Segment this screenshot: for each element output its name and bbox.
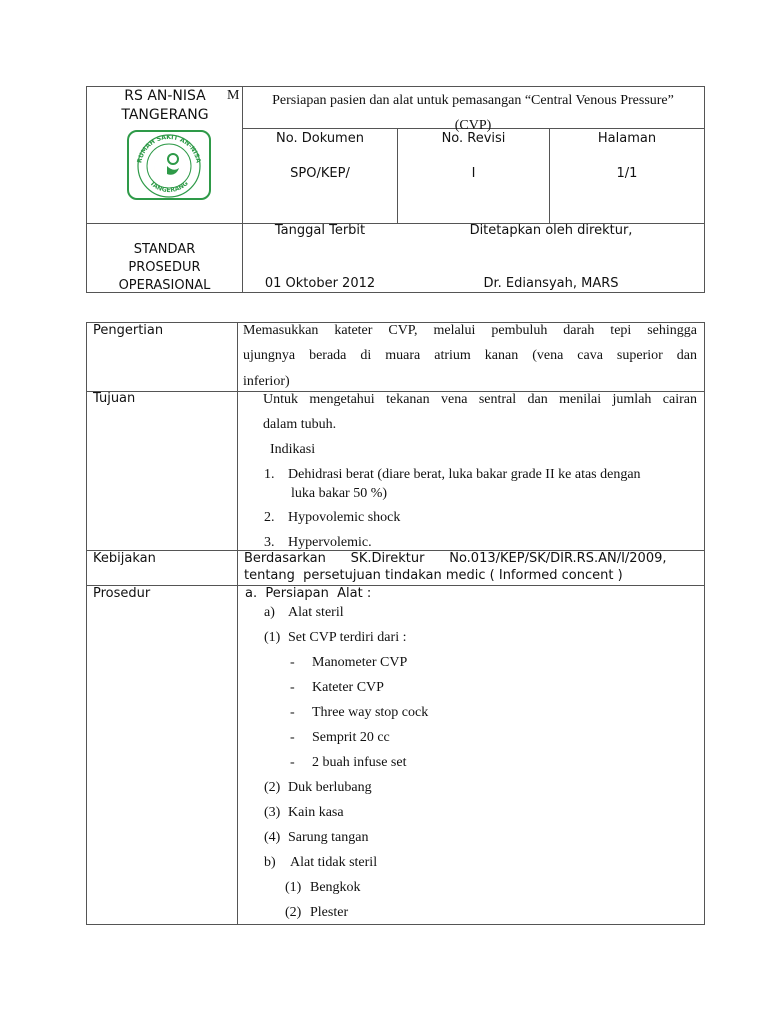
hospital-line-2: TANGERANG — [121, 107, 209, 123]
logo-text-top: RUMAH SAKIT AN-NISA — [136, 133, 202, 164]
rule — [86, 322, 87, 925]
indikasi-item-3: Hypervolemic. — [288, 535, 372, 550]
rule — [86, 924, 705, 925]
indikasi-heading: Indikasi — [270, 442, 316, 457]
list-item: 2 buah infuse set — [312, 755, 407, 770]
list-marker: (3) — [264, 805, 281, 820]
revision-value: I — [471, 166, 476, 181]
list-item: Alat tidak steril — [290, 855, 378, 870]
logo-text-bottom: TANGERANG — [148, 179, 190, 195]
page-value: 1/1 — [616, 166, 638, 181]
dash-marker: - — [290, 730, 295, 745]
indikasi-item-1-line-2: luka bakar 50 %) — [291, 486, 388, 501]
hospital-name — [100, 87, 230, 125]
rule — [704, 322, 705, 925]
svg-text:RUMAH SAKIT AN-NISA — [136, 134, 201, 164]
indikasi-number-3: 3. — [264, 535, 275, 550]
doc-number-value: SPO/KEP/ — [290, 166, 350, 181]
list-item: Sarung tangan — [288, 830, 369, 845]
pengertian-line-2: ujungnya berada di muara atrium kanan (vena cava superior dan — [243, 348, 697, 363]
indikasi-number-2: 2. — [264, 510, 275, 525]
sop-line-1: STANDAR — [133, 242, 196, 257]
list-marker: (4) — [264, 830, 281, 845]
list-marker: a) — [264, 605, 275, 620]
kebijakan-label: Kebijakan — [93, 551, 156, 566]
indikasi-number-1: 1. — [264, 467, 275, 482]
list-marker: b) — [264, 855, 276, 870]
hospital-logo — [127, 130, 211, 200]
rule — [704, 86, 705, 293]
hospital-line-1: RS AN-NISA — [124, 88, 206, 104]
pengertian-label: Pengertian — [93, 323, 164, 338]
list-marker: (1) — [264, 630, 281, 645]
m-mark: M — [227, 88, 240, 103]
sop-title — [87, 241, 242, 295]
list-item: Bengkok — [310, 880, 361, 895]
title-line-1: Persiapan pasien dan alat untuk pemasangan “Central Venous Pressure” — [272, 93, 674, 108]
list-marker: (1) — [285, 880, 302, 895]
tujuan-label: Tujuan — [93, 391, 136, 406]
tujuan-line-1: Untuk mengetahui tekanan vena sentral dan menilai jumlah cairan — [263, 392, 697, 407]
kebijakan-line-2: tentang persetujuan tindakan medic ( Informed concent ) — [244, 568, 623, 583]
rule — [237, 322, 238, 925]
approved-by-name: Dr. Ediansyah, MARS — [483, 276, 619, 291]
sop-line-2: PROSEDUR — [128, 260, 201, 275]
pengertian-line-1: Memasukkan kateter CVP, melalui pembuluh darah tepi sehingga — [243, 323, 697, 338]
list-item: Plester — [310, 905, 349, 920]
list-item: Duk berlubang — [288, 780, 372, 795]
rule — [242, 86, 243, 293]
dash-marker: - — [290, 705, 295, 720]
approved-by-label: Ditetapkan oleh direktur, — [469, 223, 633, 238]
issue-date-label: Tanggal Terbit — [274, 223, 366, 238]
list-item: Manometer CVP — [312, 655, 408, 670]
list-item: Kain kasa — [288, 805, 344, 820]
issue-date-value: 01 Oktober 2012 — [264, 276, 376, 291]
rule — [86, 585, 705, 586]
indikasi-item-2: Hypovolemic shock — [288, 510, 401, 525]
list-item: Semprit 20 cc — [312, 730, 390, 745]
list-item: Kateter CVP — [312, 680, 384, 695]
list-marker: (2) — [264, 780, 281, 795]
page-label: Halaman — [597, 131, 657, 146]
kebijakan-line-1: Berdasarkan SK.Direktur No.013/KEP/SK/DIR.RS.AN/I/2009, — [244, 551, 667, 566]
prosedur-step-a: a. Persiapan Alat : — [245, 586, 372, 601]
prosedur-label: Prosedur — [93, 586, 151, 601]
list-item: Three way stop cock — [312, 705, 429, 720]
list-item: Set CVP terdiri dari : — [288, 630, 407, 645]
tujuan-line-2: dalam tubuh. — [263, 417, 337, 432]
revision-label: No. Revisi — [441, 131, 506, 146]
dash-marker: - — [290, 655, 295, 670]
doc-number-label: No. Dokumen — [276, 131, 364, 146]
sop-line-3: OPERASIONAL — [118, 278, 211, 293]
pengertian-line-3: inferior) — [243, 374, 290, 389]
dash-marker: - — [290, 755, 295, 770]
title-line-2: (CVP) — [454, 118, 492, 133]
list-item: Alat steril — [288, 605, 344, 620]
dash-marker: - — [290, 680, 295, 695]
list-marker: (2) — [285, 905, 302, 920]
indikasi-item-1-line-1: Dehidrasi berat (diare berat, luka bakar grade II ke atas dengan — [288, 467, 641, 482]
svg-text:TANGERANG — [148, 180, 189, 194]
